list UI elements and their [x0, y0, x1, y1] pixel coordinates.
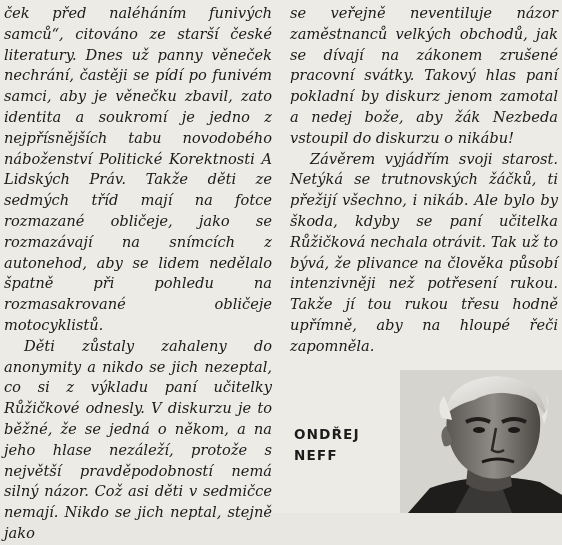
author-last-name: NEFF — [294, 448, 338, 464]
left-paragraph-2: Děti zůstaly zahaleny do anonymity a nikdo se jich nezeptal, co si z výkladu paní učitelky Růžičkové odnesly. V diskurzu je to běžné, že se jedná o někom, a na jeho hlase nezáleží, protože s největší pravděpodobností nemá silný názor. Což asi děti v sedmičce nemají. Nikdo se jich neptal, stejně jako — [4, 337, 272, 542]
right-paragraph-1: se veřejně neventiluje názor zaměstnanců velkých obchodů, jak se dívají na zákonem zrušené pracovní svátky. Takový hlas paní pokladní by diskurz jenom zamotal a nedej bože, aby žák Nezbeda vstoupil do diskurzu o nikábu! — [290, 5, 558, 147]
left-paragraph-1: ček před naléháním funivých samců“, citováno ze starší české literatury. Dnes už panny věneček nechrání, častěji se pídí po funivém samci, aby je věnečku zbavil, zato identita a soukromí je jedno z nejpřísnějších tabu novodobého náboženství Politické Korektnosti A Lidských Práv. Takže děti ze sedmých tříd mají na fotce rozmazané obličeje, jako se rozmazávají na snímcích z autonehod, aby se lidem nedělalo špatně při pohledu na rozmasakrované obličeje motocyklistů. — [4, 5, 272, 334]
article-right-column — [290, 4, 558, 358]
article-left-column — [4, 4, 272, 545]
author-byline — [294, 425, 360, 467]
author-portrait-graphic — [400, 370, 562, 513]
author-first-name: ONDŘEJ — [294, 427, 360, 443]
right-paragraph-2: Závěrem vyjádřím svoji starost. Netýká se trutnovských žáčků, ti přežijí všechno, i nikáb. Ale bylo by škoda, kdyby se paní učitelka Růžičková nechala otrávit. Tak už to bývá, že plivance na člověka působí intenzivněji než potřesení rukou. Takže jí tou rukou třesu hodně upřímně, aby na hloupé řeči zapomněla. — [290, 150, 558, 355]
author-portrait-photo — [400, 370, 562, 513]
